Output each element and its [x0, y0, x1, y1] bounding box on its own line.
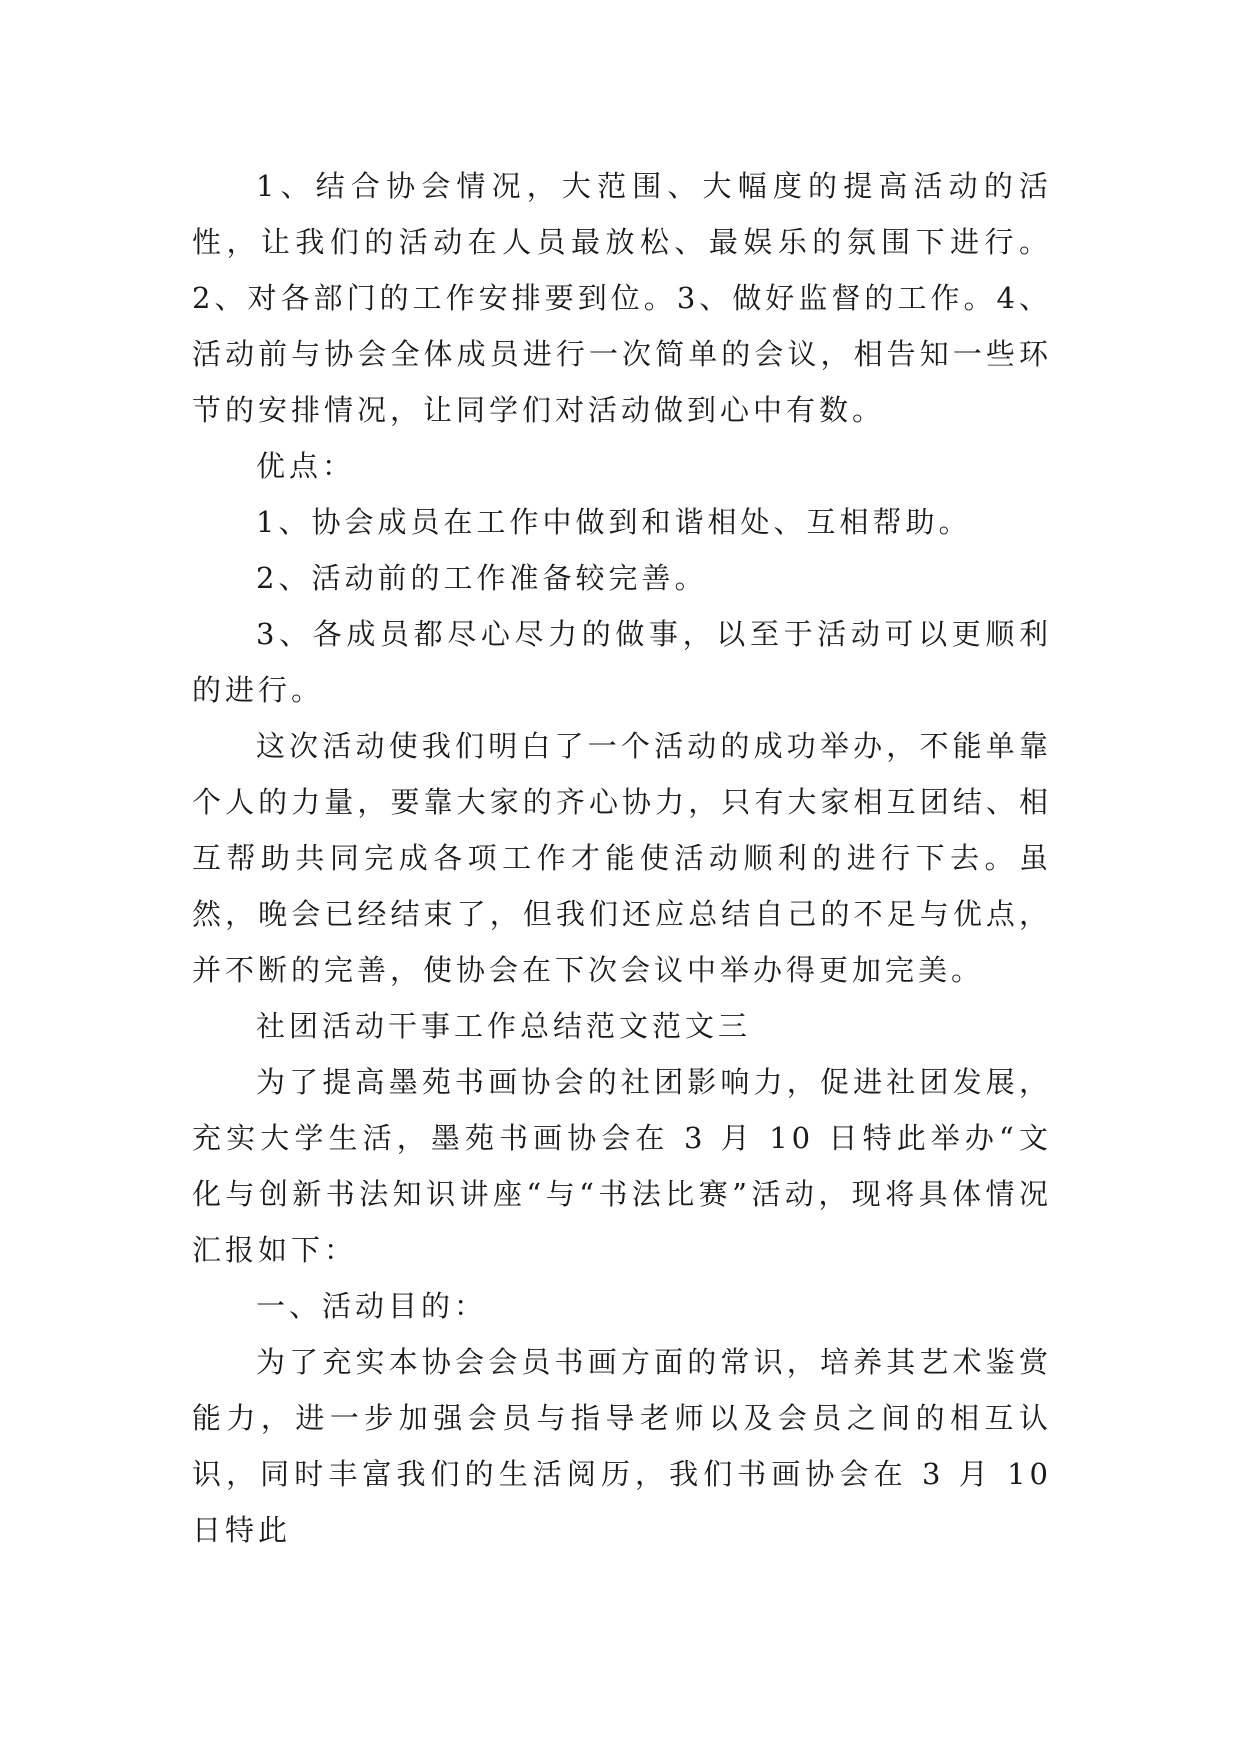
- paragraph-intro: 为了提高墨苑书画协会的社团影响力，促进社团发展，充实大学生活，墨苑书画协会在 3 月 10 日特此举办“文化与创新书法知识讲座“与“书法比赛”活动，现将具体情况汇报如下：: [192, 1065, 1052, 1267]
- paragraph-conclusion: 这次活动使我们明白了一个活动的成功举办，不能单靠个人的力量，要靠大家的齐心协力，只有大家相互团结、相互帮助共同完成各项工作才能使活动顺利的进行下去。虽然，晚会已经结束了，但我们还应总结自己的不足与优点，并不断的完善，使协会在下次会议中举办得更加完美。: [192, 729, 1052, 987]
- paragraph-advantages-heading: 优点：: [256, 449, 356, 483]
- paragraph-advantage-3: 3、各成员都尽心尽力的做事，以至于活动可以更顺利的进行。: [192, 617, 1052, 707]
- paragraph-purpose: 为了充实本协会会员书画方面的常识，培养其艺术鉴赏能力，进一步加强会员与指导老师以及会员之间的相互认识，同时丰富我们的生活阅历，我们书画协会在 3 月 10 日特此: [192, 1345, 1052, 1547]
- heading-activity-purpose: 一、活动目的：: [256, 1289, 488, 1323]
- paragraph-advantage-2: 2、活动前的工作准备较完善。: [256, 561, 708, 595]
- paragraph-measures: 1、结合协会情况，大范围、大幅度的提高活动的活性，让我们的活动在人员最放松、最娱乐的氛围下进行。 2、对各部门的工作安排要到位。3、做好监督的工作。4、活动前与协会全体成员进行一次简单的会议，相告知一些环节的安排情况，让同学们对活动做到心中有数。: [192, 169, 1052, 427]
- section-title: 社团活动干事工作总结范文范文三: [256, 1009, 752, 1043]
- paragraph-advantage-1: 1、协会成员在工作中做到和谐相处、互相帮助。: [256, 505, 972, 539]
- document-body: [192, 158, 1052, 1558]
